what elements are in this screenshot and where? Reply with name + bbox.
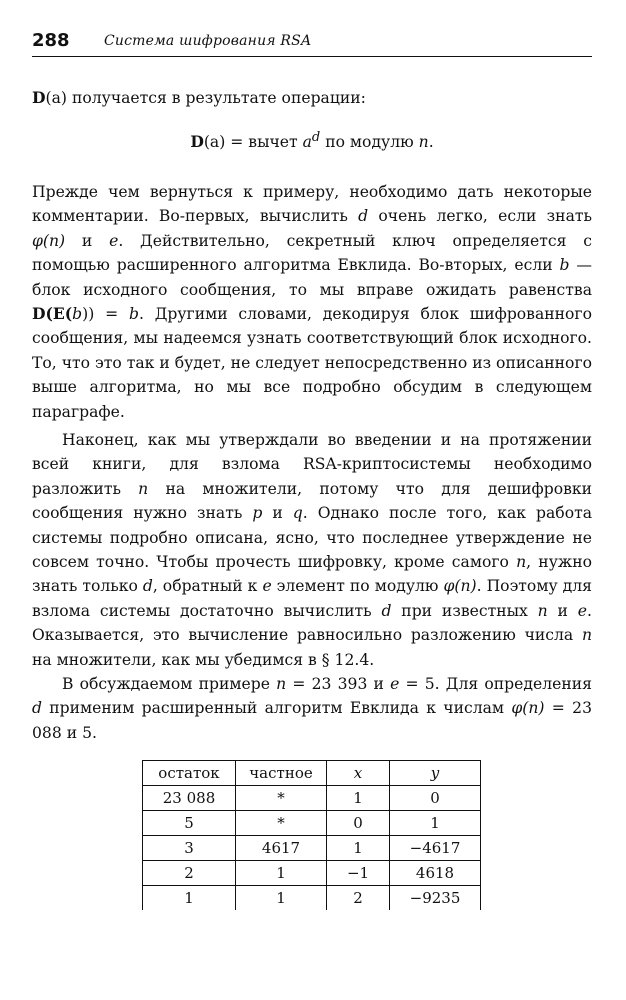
p1-text: . Действительно, секретный ключ определяется с помощью расширенного алгоритма Евклида. Во-вторых, если bbox=[32, 231, 592, 275]
p2-text: . Оказывается, это вычисление равносильно разложению числа bbox=[32, 601, 592, 645]
table-cell: 23 088 bbox=[143, 786, 236, 811]
p3-var: n bbox=[276, 675, 287, 693]
table-header-row bbox=[143, 761, 481, 786]
p2-var: φ(n) bbox=[443, 577, 477, 596]
p1-var: b bbox=[559, 256, 570, 275]
p3-text: = 23 088 и 5. bbox=[32, 699, 592, 742]
p2-text: и bbox=[262, 504, 293, 523]
page-header bbox=[32, 30, 592, 57]
table-cell: * bbox=[236, 811, 327, 836]
p1-text: — блок исходного сообщения, то мы вправе ожидать равенства bbox=[32, 256, 592, 299]
table-cell: 2 bbox=[143, 861, 236, 886]
p3-text: В обсуждаемом примере bbox=[62, 675, 277, 693]
formula-base: a bbox=[302, 133, 312, 152]
formula-rhs: по модулю bbox=[320, 133, 419, 152]
table-cell: 4617 bbox=[236, 836, 327, 861]
page-number: 288 bbox=[32, 30, 70, 51]
p2-var: p bbox=[252, 504, 263, 523]
header-quotient: частное bbox=[236, 761, 327, 786]
p2-text: , нужно знать только bbox=[32, 553, 592, 596]
p2-text: и bbox=[547, 601, 578, 620]
paragraph-1 bbox=[32, 180, 592, 424]
p2-text: Наконец, как мы утверждали во введении и на протяжении всей книги, для взлома RSA-криптосистемы необходимо разложить bbox=[32, 431, 592, 498]
table-cell: −4617 bbox=[390, 836, 481, 861]
intro-line bbox=[32, 86, 592, 110]
table-cell: * bbox=[236, 786, 327, 811]
table-cell: 1 bbox=[143, 886, 236, 911]
p1-var: b bbox=[128, 305, 139, 324]
p1-text: Прежде чем вернуться к примеру, необходимо дать некоторые комментарии. Во-первых, вычислить bbox=[32, 183, 592, 226]
p2-var: n bbox=[138, 479, 149, 498]
paragraph-3 bbox=[32, 672, 592, 745]
table-cell: −9235 bbox=[390, 886, 481, 911]
p1-text: . Другими словами, декодируя блок шифрованного сообщения, мы надеемся узнать соответствующий блок исходного. То, что это так и будет, не следует непосредственно из описанного выше алгоритма, но мы все подробно обсудим в следующем параграфе. bbox=[32, 305, 592, 421]
table-cell: 4618 bbox=[390, 861, 481, 886]
table-row bbox=[143, 861, 481, 886]
p2-var: e bbox=[262, 577, 272, 596]
p2-var: d bbox=[142, 577, 153, 596]
table-cell: −1 bbox=[327, 861, 390, 886]
d-symbol: D bbox=[32, 88, 46, 107]
p3-var: φ(n) bbox=[511, 699, 545, 718]
table-row bbox=[143, 811, 481, 836]
table-row bbox=[143, 886, 481, 911]
euclid-table bbox=[142, 760, 481, 910]
p2-text: при известных bbox=[391, 601, 538, 620]
table-cell: 5 bbox=[143, 811, 236, 836]
p3-var: e bbox=[390, 675, 400, 693]
p2-var: q bbox=[292, 504, 303, 523]
header-y: y bbox=[390, 761, 481, 786]
header-remainder: остаток bbox=[143, 761, 236, 786]
table-row bbox=[143, 786, 481, 811]
p3-text: применим расширенный алгоритм Евклида к числам bbox=[41, 699, 512, 718]
table-cell: 1 bbox=[327, 836, 390, 861]
p1-text: )) = bbox=[82, 305, 129, 324]
p2-text: . Поэтому для взлома системы достаточно вычислить bbox=[32, 577, 592, 620]
table-cell: 0 bbox=[327, 811, 390, 836]
p1-var: e bbox=[109, 231, 119, 250]
p1-var: d bbox=[358, 207, 369, 226]
table-cell: 1 bbox=[327, 786, 390, 811]
intro-text: (a) получается в результате операции: bbox=[45, 89, 366, 107]
p1-text: очень легко, если знать bbox=[368, 207, 592, 226]
p1-var: b bbox=[72, 305, 83, 324]
decryption-formula bbox=[32, 130, 592, 151]
p2-var: d bbox=[381, 601, 392, 620]
table-row bbox=[143, 836, 481, 861]
p1-de: D(E( bbox=[32, 304, 73, 324]
p3-var: d bbox=[32, 699, 42, 718]
p2-var: n bbox=[581, 626, 592, 645]
p1-var: φ(n) bbox=[32, 231, 66, 250]
table-cell: 1 bbox=[390, 811, 481, 836]
formula-lhs: (a) = вычет bbox=[203, 133, 303, 152]
p2-text: на множители, потому что для дешифровки сообщения нужно знать bbox=[32, 479, 593, 523]
p2-var: e bbox=[577, 601, 588, 620]
p2-text: . Однако после того, как работа системы подробно описана, ясно, что последнее утверждение не совсем точно. Чтобы прочесть шифровку, кроме самого bbox=[32, 504, 593, 572]
p3-text: = 23 393 и bbox=[286, 675, 391, 693]
table-cell: 0 bbox=[390, 786, 481, 811]
p1-text: и bbox=[65, 231, 110, 250]
p2-var: n bbox=[516, 553, 527, 572]
p2-text: , обратный к bbox=[152, 577, 263, 596]
running-title: Система шифрования RSA bbox=[104, 33, 312, 49]
p2-var: n bbox=[537, 601, 548, 620]
p3-text: = 5. Для определения bbox=[399, 675, 592, 693]
formula-exponent: d bbox=[311, 130, 321, 145]
table-cell: 2 bbox=[327, 886, 390, 911]
formula-period: . bbox=[428, 133, 434, 152]
formula-modulus: n bbox=[418, 133, 429, 152]
table-cell: 1 bbox=[236, 886, 327, 911]
table-cell: 3 bbox=[143, 836, 236, 861]
table-cell: 1 bbox=[236, 861, 327, 886]
paragraph-2 bbox=[32, 428, 592, 672]
header-x: x bbox=[327, 761, 390, 786]
formula-d: D bbox=[190, 132, 204, 152]
p2-text: элемент по модулю bbox=[271, 577, 444, 596]
p2-text: на множители, как мы убедимся в § 12.4. bbox=[32, 650, 375, 669]
